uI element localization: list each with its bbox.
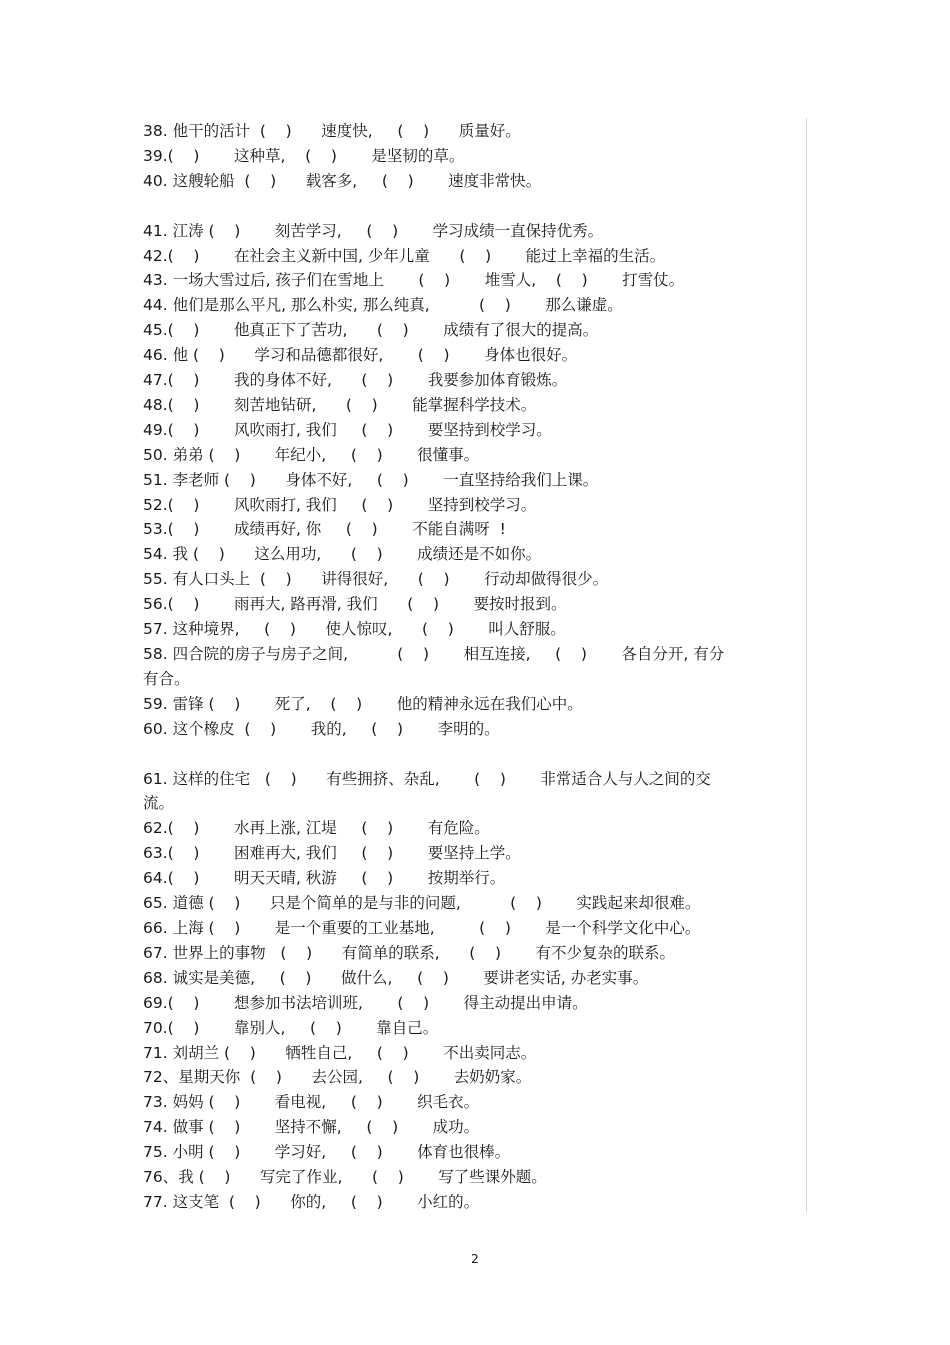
exercise-line: 65. 道德 ( ) 只是个简单的是与非的问题, ( ) 实践起来却很难。: [143, 894, 701, 913]
exercise-line: 51. 李老师 ( ) 身体不好, ( ) 一直坚持给我们上课。: [143, 470, 599, 489]
exercise-line: 43. 一场大雪过后, 孩子们在雪地上 ( ) 堆雪人, ( ) 打雪仗。: [143, 271, 685, 290]
exercise-line: 48.( ) 刻苦地钻研, ( ) 能掌握科学技术。: [143, 395, 537, 414]
exercise-line: 40. 这艘轮船 ( ) 载客多, ( ) 速度非常快。: [143, 171, 542, 190]
exercise-list: [143, 119, 798, 1215]
exercise-line: 73. 妈妈 ( ) 看电视, ( ) 织毛衣。: [143, 1093, 480, 1112]
exercise-line: 39.( ) 这种草, ( ) 是坚韧的草。: [143, 146, 465, 165]
exercise-line: 56.( ) 雨再大, 路再滑, 我们 ( ) 要按时报到。: [143, 595, 567, 614]
exercise-line: 55. 有人口头上 ( ) 讲得很好, ( ) 行动却做得很少。: [143, 570, 609, 589]
exercise-line: 流。: [143, 794, 175, 813]
exercise-line: 44. 他们是那么平凡, 那么朴实, 那么纯真, ( ) 那么谦虚。: [143, 296, 623, 315]
exercise-line: 68. 诚实是美德, ( ) 做什么, ( ) 要讲老实话, 办老实事。: [143, 968, 649, 987]
exercise-line: 41. 江涛 ( ) 刻苦学习, ( ) 学习成绩一直保持优秀。: [143, 221, 604, 240]
page-number: 2: [471, 1252, 479, 1266]
exercise-line: 58. 四合院的房子与房子之间, ( ) 相互连接, ( ) 各自分开, 有分: [143, 645, 725, 664]
exercise-line: 54. 我 ( ) 这么用功, ( ) 成绩还是不如你。: [143, 545, 542, 564]
exercise-line: 57. 这种境界, ( ) 使人惊叹, ( ) 叫人舒服。: [143, 620, 566, 639]
exercise-line: 47.( ) 我的身体不好, ( ) 我要参加体育锻炼。: [143, 371, 568, 390]
exercise-line: 45.( ) 他真正下了苦功, ( ) 成绩有了很大的提高。: [143, 321, 599, 340]
exercise-line: 72、星期天你 ( ) 去公园, ( ) 去奶奶家。: [143, 1068, 532, 1087]
exercise-line: 64.( ) 明天天晴, 秋游 ( ) 按期举行。: [143, 869, 506, 888]
right-margin-rule: [806, 118, 807, 1212]
exercise-line: 53.( ) 成绩再好, 你 ( ) 不能自满呀 !: [143, 520, 506, 539]
exercise-line: 76、我 ( ) 写完了作业, ( ) 写了些课外题。: [143, 1168, 547, 1187]
exercise-line: 50. 弟弟 ( ) 年纪小, ( ) 很懂事。: [143, 445, 480, 464]
exercise-line: 59. 雷锋 ( ) 死了, ( ) 他的精神永远在我们心中。: [143, 694, 583, 713]
exercise-line: 61. 这样的住宅 ( ) 有些拥挤、杂乱, ( ) 非常适合人与人之间的交: [143, 769, 711, 788]
exercise-line: 77. 这支笔 ( ) 你的, ( ) 小红的。: [143, 1192, 480, 1211]
exercise-line: 70.( ) 靠别人, ( ) 靠自己。: [143, 1018, 439, 1037]
exercise-line: 74. 做事 ( ) 坚持不懈, ( ) 成功。: [143, 1118, 480, 1137]
exercise-line: 63.( ) 困难再大, 我们 ( ) 要坚持上学。: [143, 844, 521, 863]
exercise-line: 52.( ) 风吹雨打, 我们 ( ) 坚持到校学习。: [143, 495, 537, 514]
exercise-line: 38. 他干的活计 ( ) 速度快, ( ) 质量好。: [143, 122, 521, 140]
exercise-line: 66. 上海 ( ) 是一个重要的工业基地, ( ) 是一个科学文化中心。: [143, 918, 701, 937]
exercise-line: 有合。: [143, 669, 190, 688]
exercise-line: 62.( ) 水再上涨, 江堤 ( ) 有危险。: [143, 819, 490, 838]
block-spacer: [143, 742, 798, 767]
exercise-line: 67. 世界上的事物 ( ) 有简单的联系, ( ) 有不少复杂的联系。: [143, 943, 676, 962]
exercise-line: 69.( ) 想参加书法培训班, ( ) 得主动提出申请。: [143, 993, 588, 1012]
exercise-line: 46. 他 ( ) 学习和品德都很好, ( ) 身体也很好。: [143, 346, 578, 365]
block-spacer: [143, 194, 798, 219]
exercise-line: 49.( ) 风吹雨打, 我们 ( ) 要坚持到校学习。: [143, 420, 552, 439]
exercise-line: 42.( ) 在社会主义新中国, 少年儿童 ( ) 能过上幸福的生活。: [143, 246, 666, 265]
exercise-line: 71. 刘胡兰 ( ) 牺牲自己, ( ) 不出卖同志。: [143, 1043, 537, 1062]
exercise-line: 60. 这个橡皮 ( ) 我的, ( ) 李明的。: [143, 719, 500, 738]
exercise-line: 75. 小明 ( ) 学习好, ( ) 体育也很棒。: [143, 1143, 511, 1162]
